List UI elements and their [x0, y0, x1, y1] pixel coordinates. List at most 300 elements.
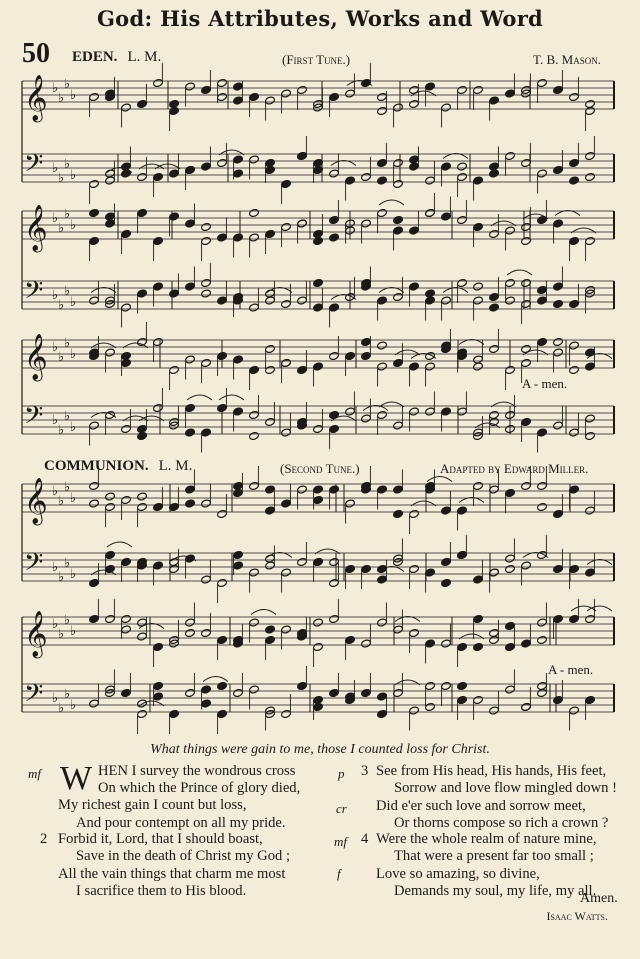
communion-system1-note	[233, 550, 244, 559]
eden-system2-note	[137, 289, 148, 298]
communion-system2-note	[153, 692, 164, 701]
communion-system2-note	[137, 709, 148, 718]
eden-system1-note	[489, 169, 500, 178]
eden-system3-note	[201, 358, 212, 367]
eden-system2-note	[265, 229, 276, 238]
treble-clef-icon: 𝄞	[24, 334, 48, 380]
slur	[203, 677, 228, 682]
verse1-dropcap: W	[60, 760, 93, 797]
eden-system2-note	[409, 226, 420, 235]
eden-system2-note	[89, 296, 100, 305]
eden-system1-note	[457, 85, 468, 94]
eden-system2-note	[457, 215, 468, 224]
eden-system1-note	[217, 78, 228, 87]
eden-system1-note	[569, 92, 580, 101]
eden-system3-note	[553, 421, 564, 430]
eden-system1-note	[393, 179, 404, 188]
communion-system2-note	[329, 614, 340, 623]
eden-system1-note	[425, 82, 436, 91]
communion-system2-note	[537, 635, 548, 644]
communion-system2-note	[505, 685, 516, 694]
communion-system2-note	[569, 706, 580, 715]
communion-system1-note	[473, 575, 484, 584]
communion-system2-note	[217, 709, 228, 718]
eden-system3-note	[185, 428, 196, 437]
eden-system2-note	[89, 208, 100, 217]
eden-system3-note	[201, 428, 212, 437]
eden-system3-note	[505, 365, 516, 374]
communion-system2-note	[185, 628, 196, 637]
communion-system2-note	[537, 618, 548, 627]
communion-system1-note	[185, 485, 196, 494]
eden-system3-note	[329, 410, 340, 419]
eden-system2-note	[441, 212, 452, 221]
eden-system3-note	[281, 358, 292, 367]
flat-icon: ♭	[52, 340, 59, 355]
communion-system1-note	[377, 575, 388, 584]
eden-system2-note	[217, 296, 228, 305]
verse4-line3: Love so amazing, so divine,	[376, 865, 540, 882]
verse4-line2: That were a present far too small ;	[394, 848, 594, 865]
eden-system2-note	[409, 282, 420, 291]
eden-system1-note	[457, 162, 468, 171]
verse1-dynamic: mf	[28, 766, 41, 781]
eden-system3-note	[297, 365, 308, 374]
flat-icon: ♭	[52, 288, 59, 303]
eden-system2-note	[201, 278, 212, 287]
slur	[507, 270, 532, 275]
eden-system3-note	[249, 365, 260, 374]
eden-system1-note	[377, 176, 388, 185]
communion-system1-note	[393, 485, 404, 494]
eden-system1-note	[377, 158, 388, 167]
communion-system1-note	[409, 564, 420, 573]
communion-system1-note	[345, 499, 356, 508]
eden-system1-note	[297, 151, 308, 160]
eden-system3-note	[313, 424, 324, 433]
flat-icon: ♭	[64, 409, 71, 424]
communion-system1-note	[185, 499, 196, 508]
eden-system2-note	[585, 236, 596, 245]
communion-system1-note	[89, 481, 100, 490]
eden-system3-note	[377, 341, 388, 350]
communion-system2-note	[537, 681, 548, 690]
eden-system3-note	[425, 362, 436, 371]
eden-system3-note	[265, 344, 276, 353]
slur	[219, 395, 244, 400]
slur	[587, 606, 612, 611]
eden-system2-note	[505, 226, 516, 235]
flat-icon: ♭	[64, 336, 71, 351]
communion-system2-note	[265, 625, 276, 634]
eden-system1-note	[473, 176, 484, 185]
communion-system1-note	[233, 561, 244, 570]
bass-clef-icon: 𝄢	[24, 149, 44, 184]
communion-system1-note	[105, 564, 116, 573]
eden-system3-note	[89, 421, 100, 430]
eden-system1-note	[361, 172, 372, 181]
eden-system2-note	[489, 303, 500, 312]
communion-system1-note	[313, 495, 324, 504]
eden-system2-note	[425, 289, 436, 298]
communion-system2-note	[473, 642, 484, 651]
eden-system1-note	[121, 103, 132, 112]
communion-system2-note	[121, 614, 132, 623]
tune1-label: (First Tune.)	[282, 52, 351, 67]
flat-icon: ♭	[64, 556, 71, 571]
communion-system2-note	[473, 614, 484, 623]
eden-system1-note	[345, 176, 356, 185]
flat-icon: ♭	[70, 88, 77, 103]
communion-system2-note	[297, 681, 308, 690]
eden-system2-note	[457, 278, 468, 287]
communion-system1-note	[521, 481, 532, 490]
communion-system1-note	[441, 506, 452, 515]
eden-system2-note	[201, 289, 212, 298]
eden-system2-note	[489, 292, 500, 301]
eden-system1-note	[281, 89, 292, 98]
eden-system3-note	[361, 337, 372, 346]
eden-system1-note	[233, 155, 244, 164]
author-attribution: Isaac Watts.	[546, 909, 608, 923]
communion-system1-note	[313, 485, 324, 494]
eden-system3-note	[473, 362, 484, 371]
eden-system2-note	[441, 296, 452, 305]
communion-system1-note	[217, 578, 228, 587]
communion-system2-note	[313, 642, 324, 651]
eden-system1-note	[473, 85, 484, 94]
communion-system2-note	[361, 639, 372, 648]
flat-icon: ♭	[64, 284, 71, 299]
communion-system2-note	[425, 639, 436, 648]
slur	[571, 606, 596, 611]
flat-icon: ♭	[58, 494, 65, 509]
slur	[251, 610, 276, 615]
eden-system1-note	[249, 155, 260, 164]
communion-system1-note	[153, 561, 164, 570]
eden-system2-note	[169, 212, 180, 221]
verse-1-first-line: HEN I survey the wondrous cross	[98, 763, 296, 779]
bass-clef-icon: 𝄢	[24, 548, 44, 583]
eden-system1-note	[89, 179, 100, 188]
flat-icon: ♭	[58, 350, 65, 365]
eden-system3-note	[169, 365, 180, 374]
eden-system1-note	[153, 172, 164, 181]
eden-system2-note	[313, 236, 324, 245]
verse4-number: 4	[361, 831, 369, 847]
eden-system3-note	[537, 428, 548, 437]
eden-system2-note	[185, 282, 196, 291]
eden-system2-note	[569, 299, 580, 308]
eden-system2-note	[537, 285, 548, 294]
verse1-line3: My richest gain I count but loss,	[58, 797, 247, 814]
eden-system3-note	[441, 407, 452, 416]
eden-system2-note	[329, 215, 340, 224]
flat-icon: ♭	[52, 81, 59, 96]
eden-system3-note	[569, 341, 580, 350]
flat-icon: ♭	[52, 484, 59, 499]
eden-system3-note	[393, 421, 404, 430]
eden-system1-note	[217, 92, 228, 101]
eden-system1-note	[553, 85, 564, 94]
eden-system1-note	[409, 85, 420, 94]
communion-system1-note	[313, 557, 324, 566]
eden-system1-note	[377, 92, 388, 101]
eden-system2-note	[553, 282, 564, 291]
eden-system3-note	[425, 407, 436, 416]
communion-system1-note	[137, 502, 148, 511]
verse3-line2: Sorrow and love flow mingled down !	[394, 780, 617, 797]
tune1-composer: T. B. Mason.	[533, 52, 601, 67]
communion-system2-note	[89, 699, 100, 708]
eden-system2-note	[329, 303, 340, 312]
eden-system3-note	[489, 344, 500, 353]
communion-system2-note	[361, 688, 372, 697]
tune1-amen-label: A - men.	[522, 376, 568, 391]
eden-system3-note	[265, 417, 276, 426]
tune2-composer: Adapted by Edward Miller.	[440, 461, 589, 476]
communion-system2-note	[377, 709, 388, 718]
verse2-line1: Forbid it, Lord, that I should boast,	[58, 831, 263, 847]
verse4-line4: Demands my soul, my life, my all.	[394, 883, 597, 900]
communion-system2-note	[409, 628, 420, 637]
verse3-line4: Or thorns compose so rich a crown ?	[394, 815, 609, 832]
epigraph: What things were gain to me, those I counted loss for Christ.	[150, 742, 490, 757]
communion-system2-note	[521, 639, 532, 648]
communion-system1-note	[265, 506, 276, 515]
communion-system2-note	[105, 614, 116, 623]
slur	[107, 542, 132, 547]
communion-system2-note	[281, 709, 292, 718]
communion-system2-note	[553, 695, 564, 704]
eden-system3-note	[329, 351, 340, 360]
communion-system2-note	[249, 618, 260, 627]
tune1-meter: L. M.	[127, 49, 162, 65]
flat-icon: ♭	[58, 91, 65, 106]
eden-system2-note	[377, 296, 388, 305]
communion-system2-note	[457, 642, 468, 651]
eden-system1-note	[137, 99, 148, 108]
treble-clef-icon: 𝄞	[24, 205, 48, 251]
communion-system2-note	[201, 685, 212, 694]
verse-2	[58, 831, 290, 901]
eden-system2-note	[281, 299, 292, 308]
eden-system2-note	[537, 215, 548, 224]
verse3-dynamic: p	[338, 766, 345, 781]
eden-system3-note	[377, 362, 388, 371]
flat-icon: ♭	[52, 413, 59, 428]
verse2-line2: Save in the death of Christ my God ;	[76, 848, 291, 865]
eden-system3-note	[265, 365, 276, 374]
verse2-line3: All the vain things that charm me most	[58, 865, 286, 882]
flat-icon: ♭	[58, 701, 65, 716]
eden-system3-note	[153, 337, 164, 346]
closing-amen: Amen.	[580, 891, 618, 906]
verse-1	[58, 780, 300, 832]
communion-system2-note	[153, 642, 164, 651]
communion-system2-note	[425, 681, 436, 690]
eden-system2-note	[121, 303, 132, 312]
communion-system1-note	[297, 485, 308, 494]
eden-system2-note	[153, 282, 164, 291]
communion-system2-note	[553, 614, 564, 623]
verse1-line2: On which the Prince of glory died,	[98, 780, 301, 796]
eden-system2-note	[233, 233, 244, 242]
eden-system1-note	[137, 172, 148, 181]
eden-system3-note	[585, 414, 596, 423]
eden-system3-note	[249, 431, 260, 440]
communion-system1-note	[377, 485, 388, 494]
communion-system1-note	[105, 492, 116, 501]
communion-system2-note	[249, 685, 260, 694]
eden-system3-note	[137, 431, 148, 440]
treble-clef-icon: 𝄞	[24, 478, 48, 524]
flat-icon: ♭	[70, 347, 77, 362]
eden-system2-note	[473, 282, 484, 291]
verse4-line1: Were the whole realm of nature mine,	[376, 831, 597, 847]
eden-system1-note	[585, 99, 596, 108]
flat-icon: ♭	[70, 624, 77, 639]
verse4-dynamic: mf	[334, 834, 347, 849]
communion-system2-note	[185, 618, 196, 627]
eden-system2-note	[393, 215, 404, 224]
eden-system1-note	[505, 151, 516, 160]
eden-system3-note	[233, 407, 244, 416]
communion-system1-note	[553, 564, 564, 573]
flat-icon: ♭	[70, 295, 77, 310]
eden-system2-note	[505, 278, 516, 287]
eden-system2-note	[313, 303, 324, 312]
bass-clef-icon: 𝄢	[24, 401, 44, 436]
eden-system2-note	[201, 236, 212, 245]
eden-system2-note	[473, 296, 484, 305]
flat-icon: ♭	[58, 171, 65, 186]
communion-system1-note	[457, 550, 468, 559]
eden-system2-note	[281, 222, 292, 231]
eden-system2-note	[89, 236, 100, 245]
verse2-line4: I sacrifice them to His blood.	[76, 883, 247, 900]
communion-system2-note	[377, 692, 388, 701]
treble-clef-icon: 𝄞	[24, 611, 48, 657]
communion-system2-note	[153, 681, 164, 690]
bass-clef-icon: 𝄢	[24, 679, 44, 714]
flat-icon: ♭	[70, 168, 77, 183]
communion-system2-note	[569, 614, 580, 623]
page-header-title: God: His Attributes, Works and Word	[96, 6, 544, 31]
eden-system3-note	[281, 428, 292, 437]
communion-system2-note	[489, 706, 500, 715]
communion-system1-note	[521, 561, 532, 570]
eden-system2-note	[249, 208, 260, 217]
eden-system1-note	[233, 96, 244, 105]
communion-system1-note	[185, 554, 196, 563]
eden-system3-note	[521, 344, 532, 353]
flat-icon: ♭	[52, 691, 59, 706]
eden-system2-note	[201, 222, 212, 231]
eden-system1-note	[297, 85, 308, 94]
eden-system1-note	[233, 82, 244, 91]
communion-system1-note	[537, 481, 548, 490]
eden-system2-note	[521, 236, 532, 245]
verse3-line3: Did e'er such love and sorrow meet,	[376, 797, 586, 814]
eden-system2-note	[313, 278, 324, 287]
communion-system2-note	[425, 702, 436, 711]
eden-system1-note	[361, 78, 372, 87]
communion-system1-note	[585, 568, 596, 577]
eden-system3-note	[121, 358, 132, 367]
communion-system1-note	[153, 502, 164, 511]
communion-system1-note	[345, 564, 356, 573]
communion-system1-note	[265, 485, 276, 494]
eden-system2-note	[473, 222, 484, 231]
eden-system3-note	[409, 362, 420, 371]
communion-system2-note	[489, 628, 500, 637]
communion-system2-note	[217, 635, 228, 644]
eden-system1-note	[233, 169, 244, 178]
communion-system2-note	[457, 681, 468, 690]
communion-system1-note	[121, 495, 132, 504]
communion-system1-note	[585, 506, 596, 515]
communion-system1-note	[329, 485, 340, 494]
communion-system2-note	[201, 699, 212, 708]
verse-4	[376, 831, 596, 901]
eden-system3-note	[521, 358, 532, 367]
eden-system2-note	[425, 208, 436, 217]
communion-system2-note	[409, 706, 420, 715]
flat-icon: ♭	[64, 77, 71, 92]
eden-system3-note	[569, 365, 580, 374]
eden-system3-note	[377, 410, 388, 419]
communion-system1-note	[137, 492, 148, 501]
tune2-name: COMMUNION.	[44, 458, 149, 474]
tune2-label: (Second Tune.)	[280, 461, 360, 476]
eden-system1-note	[377, 106, 388, 115]
eden-system3-note	[105, 410, 116, 419]
eden-system1-note	[185, 82, 196, 91]
flat-icon: ♭	[52, 560, 59, 575]
eden-system1-note	[457, 172, 468, 181]
flat-icon: ♭	[64, 613, 71, 628]
verse3-number: 3	[361, 763, 369, 779]
eden-system3-note	[249, 410, 260, 419]
communion-system2-note	[505, 621, 516, 630]
communion-system2-note	[185, 688, 196, 697]
communion-system1-note	[233, 481, 244, 490]
communion-system2-note	[345, 635, 356, 644]
eden-system2-note	[393, 292, 404, 301]
communion-system1-note	[473, 481, 484, 490]
eden-system1-note	[537, 169, 548, 178]
eden-system3-note	[393, 358, 404, 367]
eden-system3-note	[121, 424, 132, 433]
eden-system1-note	[441, 103, 452, 112]
eden-system3-note	[217, 403, 228, 412]
eden-system2-note	[505, 296, 516, 305]
communion-system1-note	[329, 578, 340, 587]
communion-system2-note	[137, 618, 148, 627]
communion-system2-note	[121, 688, 132, 697]
communion-system2-note	[441, 639, 452, 648]
eden-system1-note	[425, 176, 436, 185]
eden-system1-note	[265, 165, 276, 174]
eden-system2-note	[217, 233, 228, 242]
verse3-crescendo: cr	[336, 801, 347, 816]
eden-system2-note	[153, 236, 164, 245]
flat-icon: ♭	[70, 698, 77, 713]
communion-system2-note	[169, 709, 180, 718]
verse1-line4: And pour contempt on all my pride.	[76, 814, 286, 831]
eden-system1-note	[553, 165, 564, 174]
